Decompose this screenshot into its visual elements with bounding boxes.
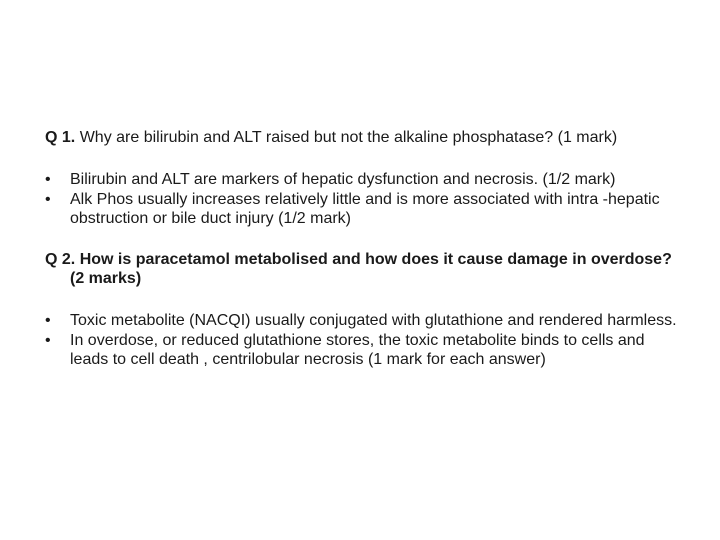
answer-text: In overdose, or reduced glutathione stores, the toxic metabolite binds to cells and leads to cell death , centrilobular necrosis (1 mark for each answer) xyxy=(70,332,645,368)
answer-item xyxy=(45,311,685,330)
bullet-icon: • xyxy=(45,312,51,329)
answer-item xyxy=(45,331,685,369)
slide-content xyxy=(45,128,685,370)
question-2-answers xyxy=(45,311,685,369)
answer-text: Alk Phos usually increases relatively little and is more associated with intra -hepatic obstruction or bile duct injury (1/2 mark) xyxy=(70,191,660,227)
question-1 xyxy=(45,128,685,147)
question-1-number: Q 1. xyxy=(45,129,76,146)
answer-text: Bilirubin and ALT are markers of hepatic dysfunction and necrosis. (1/2 mark) xyxy=(70,171,616,188)
bullet-icon: • xyxy=(45,191,51,208)
answer-item xyxy=(45,190,685,228)
question-1-text: Why are bilirubin and ALT raised but not the alkaline phosphatase? (1 mark) xyxy=(79,129,618,146)
answer-item xyxy=(45,170,685,189)
bullet-icon: • xyxy=(45,332,51,349)
question-1-answers xyxy=(45,170,685,228)
question-2 xyxy=(45,250,685,288)
bullet-icon: • xyxy=(45,171,51,188)
question-2-number: Q 2. xyxy=(45,251,76,268)
question-2-text: How is paracetamol metabolised and how does it cause damage in overdose? (2 marks) xyxy=(70,251,672,287)
answer-text: Toxic metabolite (NACQI) usually conjugated with glutathione and rendered harmless. xyxy=(70,312,677,329)
